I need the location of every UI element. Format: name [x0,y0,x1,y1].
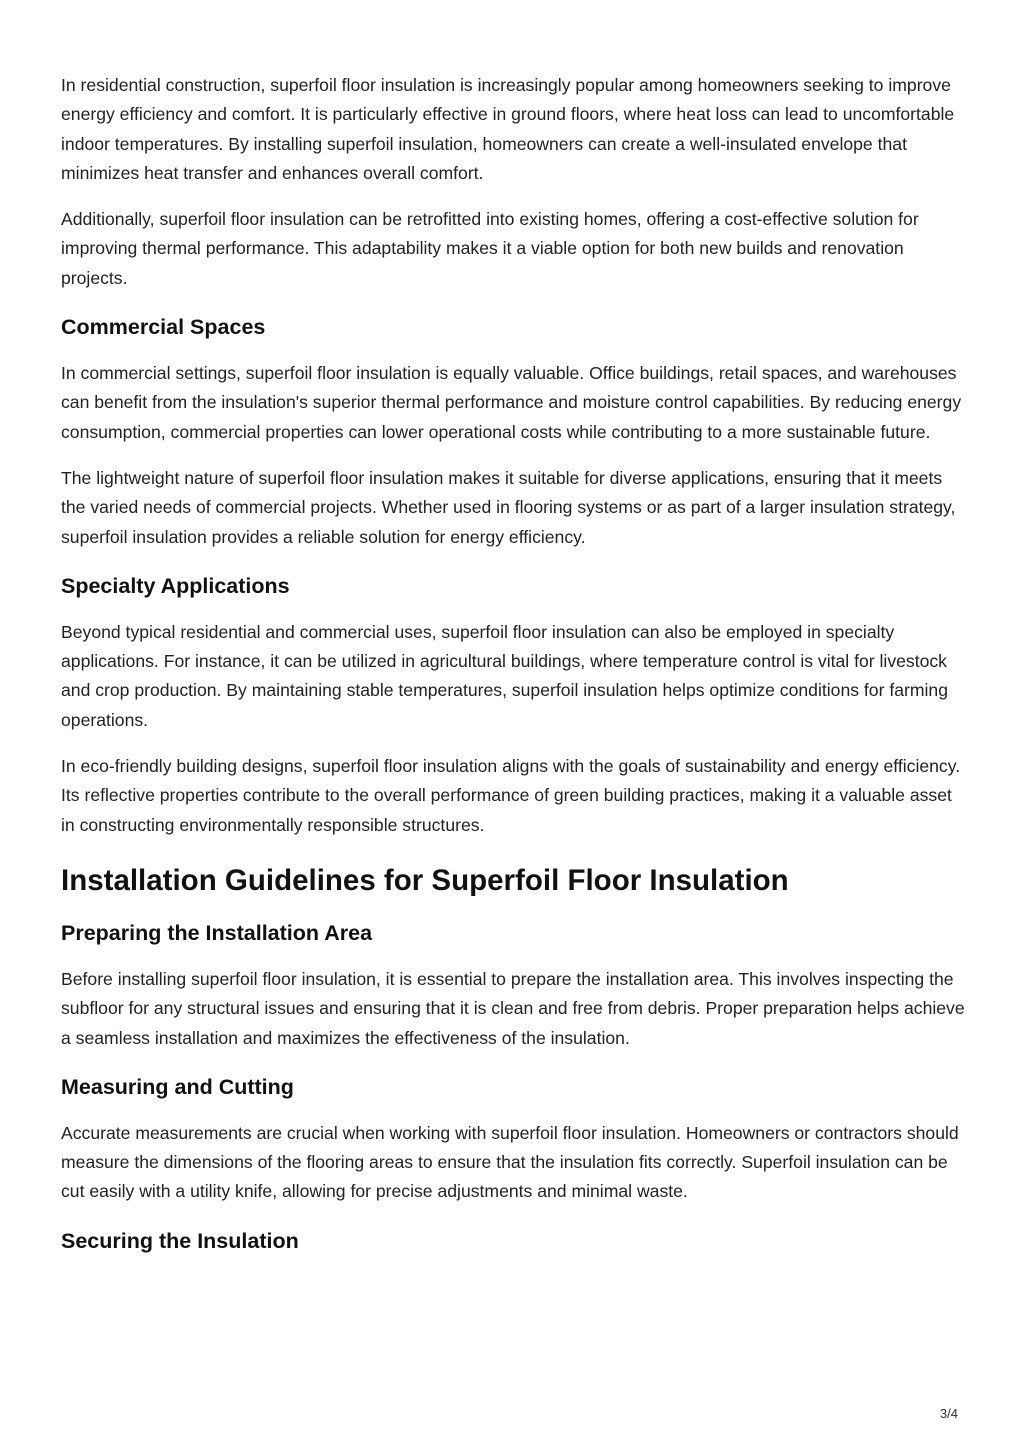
installation-guidelines-heading: Installation Guidelines for Superfoil Floor Insulation [61,863,789,897]
specialty-paragraph-1: Beyond typical residential and commercial uses, superfoil floor insulation can also be employed in specialty applications. For instance, it can be utilized in agricultural buildings, where temperature control is vital for livestock and crop production. By maintaining stable temperatures, superfoil insulation helps optimize conditions for farming operations. [61,621,949,730]
specialty-applications-heading: Specialty Applications [61,573,290,598]
document-page [61,71,966,1273]
commercial-paragraph-2: The lightweight nature of superfoil floor insulation makes it suitable for diverse applications, ensuring that it meets the varied needs of commercial projects. Whether used in flooring systems or as part of a larger insulation strategy, superfoil insulation provides a reliable solution for energy efficiency. [61,467,956,547]
measuring-cutting-heading: Measuring and Cutting [61,1074,294,1099]
preparing-area-paragraph: Before installing superfoil floor insulation, it is essential to prepare the installation area. This involves inspecting the subfloor for any structural issues and ensuring that it is clean and free from debris. Proper preparation helps achieve a seamless installation and maximizes the effectiveness of the insulation. [61,968,965,1048]
residential-paragraph-2: Additionally, superfoil floor insulation can be retrofitted into existing homes, offering a cost-effective solution for improving thermal performance. This adaptability makes it a viable option for both new builds and renovation projects. [61,209,919,288]
commercial-spaces-heading: Commercial Spaces [61,315,266,340]
residential-paragraph-1: In residential construction, superfoil floor insulation is increasingly popular among homeowners seeking to improve energy efficiency and comfort. It is particularly effective in ground floors, where heat loss can lead to uncomfortable indoor temperatures. By installing superfoil insulation, homeowners can create a well-insulated envelope that minimizes heat transfer and enhances overall comfort. [61,75,955,183]
securing-insulation-heading: Securing the Insulation [61,1228,299,1253]
page-number: 3/4 [939,1406,958,1421]
commercial-paragraph-1: In commercial settings, superfoil floor insulation is equally valuable. Office buildings, retail spaces, and warehouses can benefit from the insulation's superior thermal performance and moisture control capabilities. By reducing energy consumption, commercial properties can lower operational costs while contributing to a more sustainable future. [61,363,962,442]
measuring-cutting-paragraph: Accurate measurements are crucial when working with superfoil floor insulation. Homeowners or contractors should measure the dimensions of the flooring areas to ensure that the insulation fits correctly. Superfoil insulation can be cut easily with a utility knife, allowing for precise adjustments and minimal waste. [61,1122,959,1202]
specialty-paragraph-2: In eco-friendly building designs, superfoil floor insulation aligns with the goals of sustainability and energy efficiency. Its reflective properties contribute to the overall performance of green building practices, making it a valuable asset in constructing environmentally responsible structures. [61,756,961,835]
preparing-area-heading: Preparing the Installation Area [61,920,373,945]
